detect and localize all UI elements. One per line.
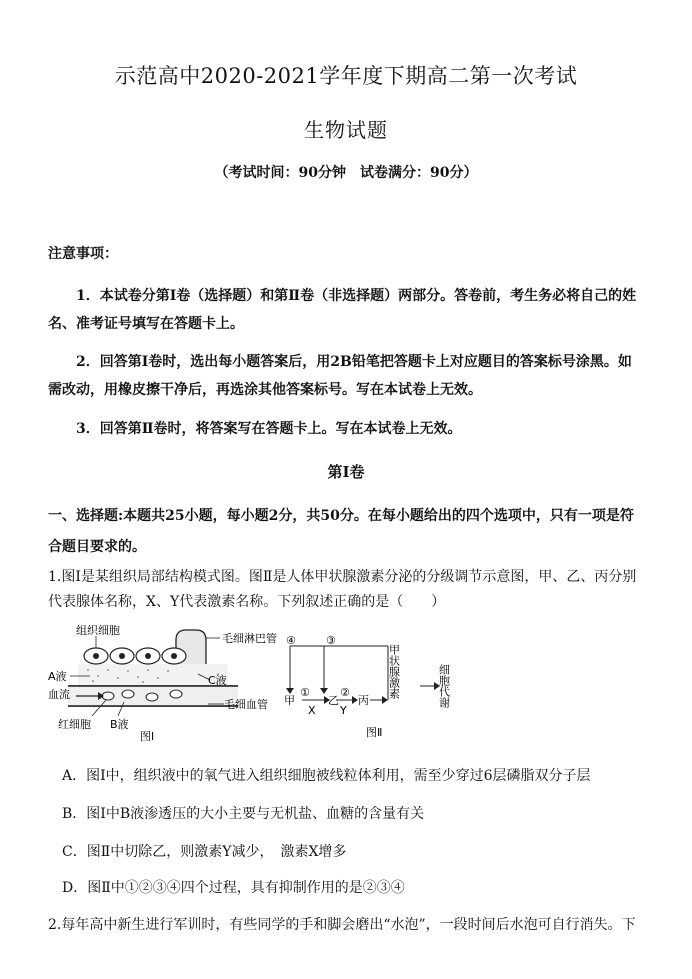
figure-2-hormone-regulation bbox=[284, 630, 454, 746]
notice-item-2-line-1: 2．回答第Ⅰ卷时，选出每小题答案后，用2B铅笔把答题卡上对应题目的答案标号涂黑。如 bbox=[76, 354, 632, 370]
gland-yi: 乙 bbox=[328, 694, 339, 707]
tissue-cells bbox=[84, 648, 186, 664]
notice-heading: 注意事项： bbox=[48, 246, 118, 262]
label-cell-metabolism: 细胞代谢 bbox=[437, 664, 451, 708]
process-1: ① bbox=[300, 686, 310, 699]
section-instruction-line-1: 一、选择题:本题共25小题，每小题2分，共50分。在每小题给出的四个选项中，只有一项是符 bbox=[48, 508, 634, 524]
label-blood-capillary: 毛细血管 bbox=[224, 698, 268, 711]
notice-item-2-line-2: 需改动，用橡皮擦干净后，再选涂其他答案标号。写在本试卷上无效。 bbox=[48, 382, 482, 398]
hormone-y: Y bbox=[340, 704, 347, 717]
q1-option-c: C．图Ⅱ中切除乙，则激素Y减少， 激素X增多 bbox=[62, 844, 347, 860]
process-4: ④ bbox=[286, 634, 296, 647]
section-title: 第Ⅰ卷 bbox=[327, 463, 365, 481]
label-red-blood-cell: 红细胞 bbox=[58, 718, 91, 731]
notice-item-1-line-1: 1．本试卷分第Ⅰ卷（选择题）和第Ⅱ卷（非选择题）两部分。答卷前，考生务必将自己的姓 bbox=[76, 288, 637, 304]
process-2: ② bbox=[340, 686, 350, 699]
figure-2-caption: 图Ⅱ bbox=[366, 726, 383, 739]
label-thyroid-hormone: 甲状腺激素 bbox=[387, 644, 401, 699]
process-3: ③ bbox=[326, 634, 336, 647]
exam-time-info: （考试时间：90分钟 试卷满分：90分） bbox=[214, 165, 478, 181]
notice-item-3: 3．回答第Ⅱ卷时，将答案写在答题卡上。写在本试卷上无效。 bbox=[76, 421, 462, 437]
section-instruction-line-2: 合题目要求的。 bbox=[48, 539, 146, 555]
label-tissue-cell: 组织细胞 bbox=[76, 624, 120, 637]
figure-1-tissue-diagram bbox=[48, 624, 288, 746]
q1-option-d: D．图Ⅱ中①②③④四个过程，具有抑制作用的是②③④ bbox=[62, 880, 405, 896]
q1-stem-line-2: 代表腺体名称，X、Y代表激素名称。下列叙述正确的是（ ） bbox=[48, 594, 446, 610]
gland-bing: 丙 bbox=[358, 694, 369, 707]
q2-stem-line-1: 2.每年高中新生进行军训时，有些同学的手和脚会磨出“水泡”，一段时间后水泡可自行消失。下 bbox=[48, 917, 636, 933]
subject-title: 生物试题 bbox=[304, 118, 388, 142]
label-blood-flow: 血流 bbox=[48, 688, 70, 701]
notice-item-1-line-2: 名、准考证号填写在答题卡上。 bbox=[48, 316, 244, 332]
label-c-liquid: C液 bbox=[208, 674, 227, 687]
q1-stem-line-1: 1.图Ⅰ是某组织局部结构模式图。图Ⅱ是人体甲状腺激素分泌的分级调节示意图，甲、乙、丙分别 bbox=[48, 569, 637, 585]
figure-1-caption: 图Ⅰ bbox=[140, 730, 155, 743]
tissue-fluid-region bbox=[78, 664, 228, 686]
q1-option-b: B．图Ⅰ中B液渗透压的大小主要与无机盐、血糖的含量有关 bbox=[62, 806, 425, 822]
label-lymph-capillary: 毛细淋巴管 bbox=[222, 632, 277, 645]
q1-option-a: A．图Ⅰ中，组织液中的氧气进入组织细胞被线粒体利用，需至少穿过6层磷脂双分子层 bbox=[62, 768, 591, 784]
hormone-x: X bbox=[308, 704, 316, 717]
label-b-liquid: B液 bbox=[110, 718, 129, 731]
gland-jia: 甲 bbox=[284, 694, 295, 707]
exam-title: 示范高中2020-2021学年度下期高二第一次考试 bbox=[114, 64, 578, 88]
label-a-liquid: A液 bbox=[48, 670, 67, 683]
